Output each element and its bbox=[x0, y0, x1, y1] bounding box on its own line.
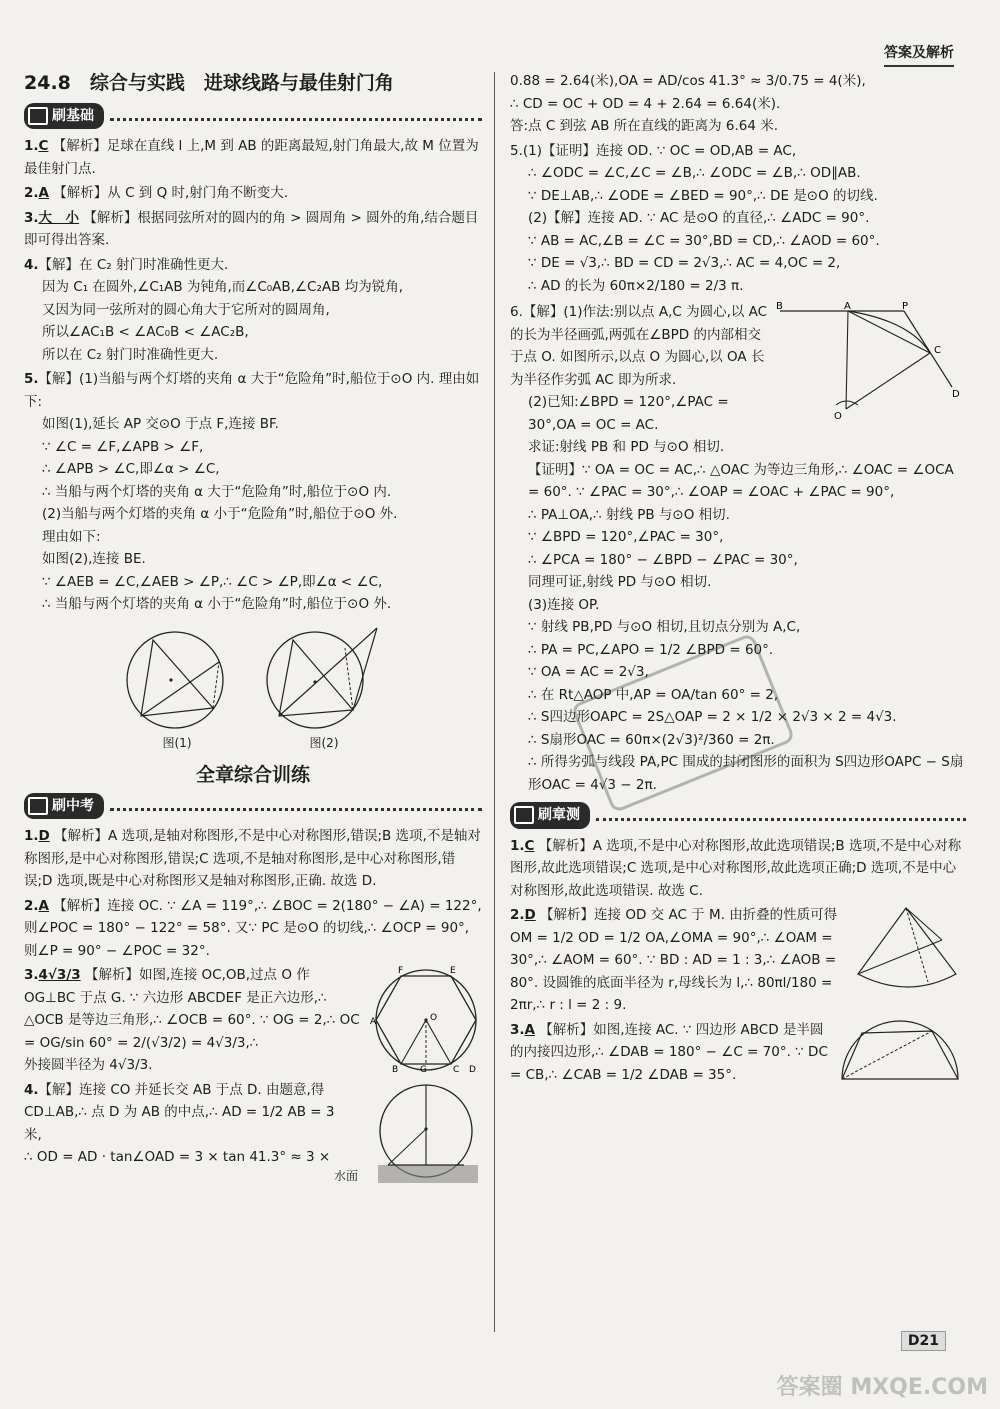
q-answer: C bbox=[38, 138, 49, 154]
q-line: ∴ S四边形OAPC = 2S△OAP = 2 × 1/2 × 2√3 × 2 = 4√3. bbox=[528, 709, 897, 725]
q-line: ∵ AB = AC,∠B = ∠C = 30°,BD = CD,∴ ∠AOD = 60°. bbox=[528, 232, 880, 249]
q-line: ∵ ∠AEB = ∠C,∠AEB > ∠P,∴ ∠C > ∠P,即∠α < ∠C, bbox=[42, 573, 383, 590]
q-line: 所以在 C₂ 射门时准确性更大. bbox=[42, 346, 219, 363]
q-line: 答:点 C 到弦 AB 所在直线的距离为 6.64 米. bbox=[510, 118, 779, 134]
q-answer: D bbox=[38, 828, 50, 844]
q-line: ∴ CD = OC + OD = 4 + 2.64 = 6.64(米). bbox=[510, 95, 781, 112]
q-line: ∴ ∠APB > ∠C,即∠α > ∠C, bbox=[42, 461, 220, 477]
basic-q3 bbox=[24, 207, 482, 252]
q6-label-O: O bbox=[834, 411, 842, 422]
column-divider bbox=[494, 72, 495, 1332]
q-answer: C bbox=[524, 837, 535, 854]
q-answer: D bbox=[524, 907, 536, 923]
q-line: ∵ DE = √3,∴ BD = CD = 2√3,∴ AC = 4,OC = 2, bbox=[528, 255, 841, 271]
q-number: 2. bbox=[24, 185, 39, 201]
q-line: 如图(1),延长 AP 交⊙O 于点 F,连接 BF. bbox=[42, 416, 279, 432]
q-number: 2. bbox=[510, 907, 525, 923]
q-text: 【解析】A 选项,不是中心对称图形,故此选项错误;B 选项,不是中心对称图形,故此选项错误;C 选项,是中心对称图形,故此选项正确;D 选项,不是中心对称图形,故此选项错误. 故选 C. bbox=[510, 837, 962, 899]
ch-q2 bbox=[510, 904, 966, 1017]
q-number: 1. bbox=[24, 138, 39, 154]
q-line: ∴ S扇形OAC = 60π×(2√3)²/360 = 2π. bbox=[528, 731, 775, 748]
figure-1-caption: 图(1) bbox=[162, 735, 192, 750]
q-line: ∴ 当船与两个灯塔的夹角 α 小于“危险角”时,船位于⊙O 外. bbox=[42, 596, 392, 612]
q-line: 外接圆半径为 4√3/3. bbox=[24, 1057, 153, 1073]
q-line: ∴ 当船与两个灯塔的夹角 α 大于“危险角”时,船位于⊙O 内. bbox=[42, 483, 392, 500]
q-line: 【解】(1)当船与两个灯塔的夹角 α 大于“危险角”时,船位于⊙O 内. 理由如下: bbox=[24, 371, 480, 410]
q6-diagram bbox=[776, 301, 966, 423]
q-number: 1. bbox=[510, 837, 525, 854]
right-q5 bbox=[510, 140, 966, 298]
book-icon bbox=[28, 797, 48, 815]
q-answer: 4√3/3 bbox=[38, 967, 81, 983]
chapter-training-title: 全章综合训练 bbox=[195, 764, 310, 786]
zk-q3 bbox=[24, 964, 482, 1077]
q-line: 又因为同一弦所对的圆心角大于它所对的圆周角, bbox=[42, 301, 330, 318]
basic-q2 bbox=[24, 182, 482, 205]
zk-q1 bbox=[24, 825, 482, 893]
q-number: 3. bbox=[510, 1021, 525, 1038]
q-line: 因为 C₁ 在圆外,∠C₁AB 为钝角,而∠C₀AB,∠C₂AB 均为锐角, bbox=[42, 279, 403, 295]
q-line: 同理可证,射线 PD 与⊙O 相切. bbox=[528, 574, 712, 590]
q6-label-A: A bbox=[844, 301, 851, 312]
water-label: 水面 bbox=[334, 1168, 359, 1183]
q-number: 4. bbox=[24, 1081, 39, 1098]
q-line: 【证明】∵ OA = OC = AC,∴ △OAC 为等边三角形,∴ ∠OAC = ∠OCA = 60°. ∵ ∠PAC = 30°,∴ ∠OAP = ∠OAC + ∠PAC = 90°, bbox=[528, 461, 954, 500]
figure-2-diagram bbox=[259, 622, 389, 732]
ch-q1 bbox=[510, 835, 966, 903]
ch-q3 bbox=[510, 1019, 966, 1087]
q-line: (2)已知:∠BPD = 120°,∠PAC = 30°,OA = OC = AC. bbox=[528, 394, 729, 433]
badge-zhongkao bbox=[24, 793, 104, 820]
q-line: ∴ PA = PC,∠APO = 1/2 ∠BPD = 60°. bbox=[528, 641, 774, 658]
q6-label-P: P bbox=[902, 301, 909, 312]
semicircle-diagram bbox=[836, 1019, 966, 1089]
hex-label-B: B bbox=[392, 1065, 399, 1074]
zk-q4 bbox=[24, 1079, 482, 1183]
watermark: 答案圈 MXQE.COM bbox=[776, 1375, 988, 1400]
q-line: 所以∠AC₁B < ∠AC₀B < ∠AC₂B, bbox=[42, 324, 249, 340]
badge-basic-label: 刷基础 bbox=[52, 107, 94, 124]
q-line: 【解】连接 CO 并延长交 AB 于点 D. 由题意,得 CD⊥AB,∴ 点 D 为 AB 的中点,∴ AD = 1/2 AB = 3 米, bbox=[24, 1081, 335, 1143]
dotted-rule bbox=[596, 810, 966, 821]
q-number: 3. bbox=[24, 209, 39, 226]
water-diagram bbox=[364, 1079, 482, 1189]
q-answer: A bbox=[524, 1021, 535, 1038]
q-line: 理由如下: bbox=[42, 528, 101, 545]
q6-label-D: D bbox=[952, 389, 960, 400]
q-line: ∵ DE⊥AB,∴ ∠ODE = ∠BED = 90°,∴ DE 是⊙O 的切线. bbox=[528, 187, 878, 204]
dotted-rule bbox=[110, 800, 482, 811]
hex-label-F: F bbox=[398, 966, 404, 976]
badge-basic bbox=[24, 103, 104, 130]
q6-label-C: C bbox=[934, 345, 941, 356]
q-line: (2)当船与两个灯塔的夹角 α 小于“危险角”时,船位于⊙O 外. bbox=[42, 506, 398, 522]
q-line: ∵ OA = AC = 2√3, bbox=[528, 664, 649, 680]
q-line: 如图(2),连接 BE. bbox=[42, 551, 146, 567]
left-column bbox=[24, 70, 482, 1189]
header-title: 答案及解析 bbox=[884, 42, 954, 67]
q-number: 1. bbox=[24, 828, 39, 844]
hexagon-diagram bbox=[370, 964, 482, 1074]
q-line: (3)连接 OP. bbox=[528, 596, 600, 613]
q-line: ∵ ∠BPD = 120°,∠PAC = 30°, bbox=[528, 529, 724, 545]
q-line: 【解析】如图,连接 OC,OB,过点 O 作 OG⊥BC 于点 G. ∵ 六边形 ABCDEF 是正六边形,∴ △OCB 是等边三角形,∴ ∠OCB = 60°. ∵ OG = 2,∴ OC = OG/sin 60° = 2/(√3/2) = 4√3/3,∴ bbox=[24, 967, 360, 1051]
page-number: D21 bbox=[901, 1331, 946, 1351]
q-line: 6.【解】(1)作法:别以点 A,C 为圆心,以 AC 的长为半径画弧,两弧在∠BPD 的内部相交于点 O. 如图所示,以点 O 为圆心,以 OA 长为半径作劣弧 AC 即为所求. bbox=[510, 304, 768, 388]
dotted-rule bbox=[110, 110, 482, 121]
figure-2 bbox=[259, 622, 389, 755]
q-line: 【解】在 C₂ 射门时准确性更大. bbox=[38, 256, 229, 273]
hex-label-A: A bbox=[370, 1017, 377, 1027]
q-text: 【解析】从 C 到 Q 时,射门角不断变大. bbox=[53, 185, 289, 201]
q-text: 【解析】根据同弦所对的圆内的角 > 圆周角 > 圆外的角,结合题目即可得出答案. bbox=[24, 209, 479, 248]
q-line: ∴ AD 的长为 60π×2/180 = 2/3 π. bbox=[528, 277, 744, 294]
q-answer: A bbox=[38, 897, 49, 914]
hex-label-E: E bbox=[450, 966, 456, 976]
q-answer: A bbox=[38, 185, 49, 201]
cone-diagram bbox=[848, 904, 966, 1004]
q-line: ∴ 在 Rt△AOP 中,AP = OA/tan 60° = 2, bbox=[528, 686, 779, 703]
badge-chapter bbox=[510, 802, 590, 829]
q-line: ∴ 所得劣弧与线段 PA,PC 围成的封闭图形的面积为 S四边形OAPC − S扇形OAC = 4√3 − 2π. bbox=[528, 754, 964, 793]
q6-label-B: B bbox=[776, 301, 783, 312]
badge-row-basic bbox=[24, 103, 482, 130]
q-text: 【解析】连接 OD 交 AC 于 M. 由折叠的性质可得 OM = 1/2 OD = 1/2 OA,∠OMA = 90°,∴ ∠OAM = 30°,∴ ∠AOM = 60°. ∵ BD : AD = 1 : 3,∴ ∠AOB = 80°. 设圆锥的底面半径为 r,母线长为 l,∴ 80πl/180 = 2πr,∴ r : l = 2 : 9. bbox=[510, 907, 838, 1013]
book-icon bbox=[28, 107, 48, 125]
q-line: 5.(1)【证明】连接 OD. ∵ OC = OD,AB = AC, bbox=[510, 142, 797, 159]
q-text: 【解析】A 选项,是轴对称图形,不是中心对称图形,错误;B 选项,不是轴对称图形,是中心对称图形,错误;C 选项,不是轴对称图形,是中心对称图形,错误;D 选项,既是中心对称图形又是轴对称图形,正确. 故选 D. bbox=[24, 828, 481, 889]
hex-label-C: C bbox=[453, 1065, 460, 1074]
badge-row-chapter bbox=[510, 802, 966, 829]
figures-row bbox=[24, 622, 482, 755]
q-line: ∵ ∠C = ∠F,∠APB > ∠F, bbox=[42, 438, 204, 455]
q-line: ∴ OD = AD · tan∠OAD = 3 × tan 41.3° ≈ 3 × bbox=[24, 1149, 331, 1165]
q-line: ∴ PA⊥OA,∴ 射线 PB 与⊙O 相切. bbox=[528, 506, 730, 523]
badge-row-zhongkao bbox=[24, 793, 482, 820]
q-number: 2. bbox=[24, 897, 39, 914]
q-number: 5. bbox=[24, 371, 39, 387]
figure-1-diagram bbox=[117, 622, 237, 732]
q-text: 【解析】连接 OC. ∵ ∠A = 119°,∴ ∠BOC = 2(180° − ∠A) = 122°,则∠POC = 180° − 122° = 58°. 又∵ PC 是⊙O 的切线,∴ ∠OCP = 90°,则∠P = 90° − ∠POC = 32°. bbox=[24, 897, 482, 959]
figure-2-caption: 图(2) bbox=[309, 735, 339, 750]
figure-1 bbox=[117, 622, 237, 755]
zk-q2 bbox=[24, 895, 482, 963]
basic-q1 bbox=[24, 135, 482, 180]
q-line: ∵ 射线 PB,PD 与⊙O 相切,且切点分别为 A,C, bbox=[528, 619, 801, 635]
hex-label-D: D bbox=[469, 1065, 476, 1074]
q-line: ∴ ∠ODC = ∠C,∠C = ∠B,∴ ∠ODC = ∠B,∴ OD∥AB. bbox=[528, 165, 861, 181]
q-text: 【解析】如图,连接 AC. ∵ 四边形 ABCD 是半圆的内接四边形,∴ ∠DAB = 180° − ∠C = 70°. ∵ DC = CB,∴ ∠CAB = 1/2 ∠DAB = 35°. bbox=[510, 1021, 828, 1083]
q-line: (2)【解】连接 AD. ∵ AC 是⊙O 的直径,∴ ∠ADC = 90°. bbox=[528, 210, 870, 226]
hex-label-G: G bbox=[420, 1065, 427, 1074]
right-column bbox=[510, 70, 966, 1089]
q-number: 4. bbox=[24, 256, 39, 273]
q-number: 3. bbox=[24, 967, 39, 983]
basic-q4 bbox=[24, 254, 482, 367]
q-line: 0.88 = 2.64(米),OA = AD/cos 41.3° ≈ 3/0.75 = 4(米), bbox=[510, 73, 866, 89]
hex-label-O: O bbox=[430, 1013, 438, 1023]
q-line: ∴ ∠PCA = 180° − ∠BPD − ∠PAC = 30°, bbox=[528, 551, 798, 568]
badge-zhongkao-label: 刷中考 bbox=[52, 797, 94, 814]
q-line: 求证:射线 PB 和 PD 与⊙O 相切. bbox=[528, 439, 725, 455]
book-icon bbox=[514, 806, 534, 824]
basic-q5 bbox=[24, 368, 482, 616]
q-answer: 大 小 bbox=[38, 209, 80, 226]
section-title: 24.8 综合与实践 进球线路与最佳射门角 bbox=[24, 72, 394, 94]
water-figure bbox=[334, 1079, 482, 1189]
q-text: 【解析】足球在直线 l 上,M 到 AB 的距离最短,射门角最大,故 M 位置为最佳射门点. bbox=[24, 138, 479, 177]
badge-chapter-label: 刷章测 bbox=[538, 807, 580, 823]
